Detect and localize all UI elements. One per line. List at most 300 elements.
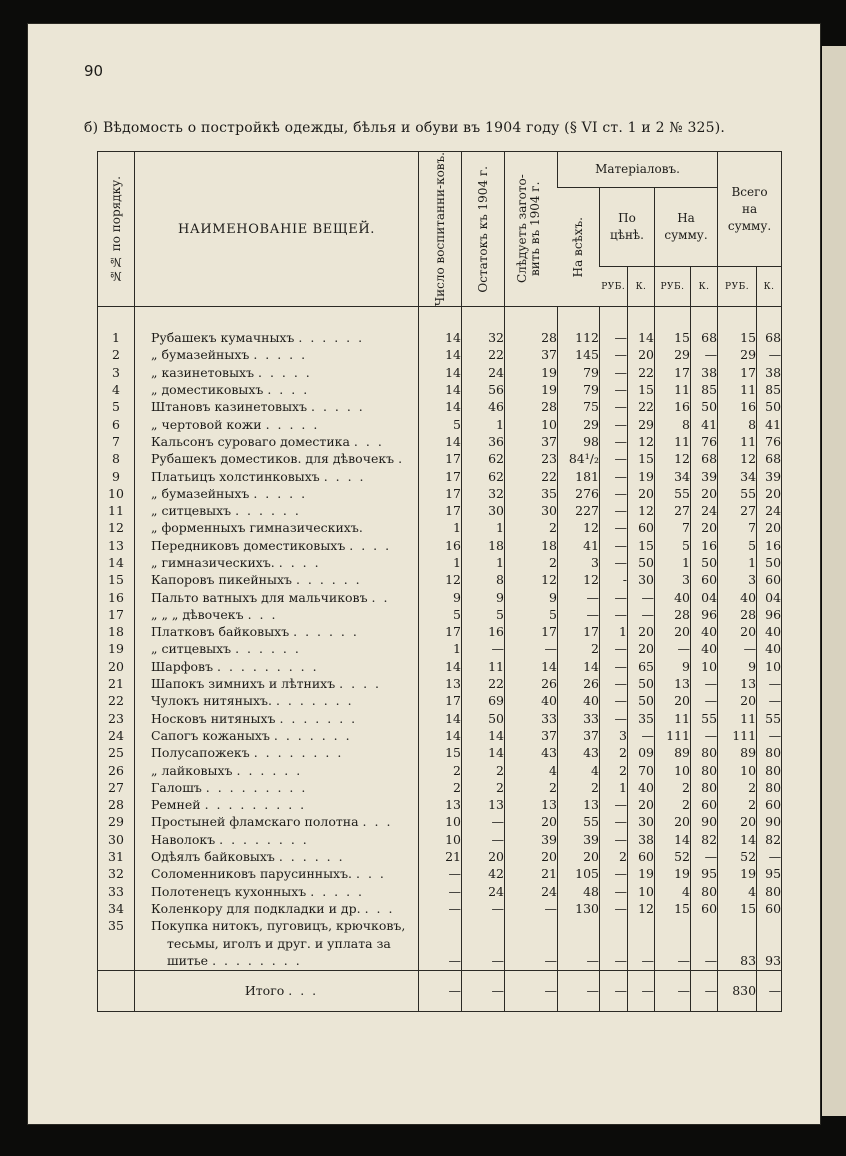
cell-c5: —	[600, 606, 628, 623]
cell-c9: 7	[718, 519, 757, 536]
cell-c1: 5	[419, 416, 462, 433]
cell-c1: —	[419, 865, 462, 882]
cell-c2: 16	[462, 623, 505, 640]
cell-c3: —	[505, 917, 558, 970]
cell-c1: 17	[419, 485, 462, 502]
cell-c2: 50	[462, 710, 505, 727]
cell-c8: 24	[691, 502, 718, 519]
cell-c2: 11	[462, 658, 505, 675]
cell-c5: —	[600, 813, 628, 830]
cell-c1: 17	[419, 623, 462, 640]
cell-c1: 1	[419, 554, 462, 571]
cell-c4: —	[558, 917, 600, 970]
cell-c10: 60	[757, 900, 782, 917]
cell-c1: 13	[419, 675, 462, 692]
cell-c3: 20	[505, 848, 558, 865]
cell-c8: 80	[691, 883, 718, 900]
cell-c7: 16	[655, 398, 691, 415]
cell-c2: 9	[462, 589, 505, 606]
item-label: „ форменныхъ гимназическихъ.	[151, 520, 363, 536]
item-label: „ бумазейныхъ	[151, 485, 250, 501]
cell-c1: 14	[419, 364, 462, 381]
table-row	[98, 900, 782, 917]
cell-c4: 55	[558, 813, 600, 830]
cell-c9: 11	[718, 433, 757, 450]
item-name	[135, 346, 419, 363]
cell-c8: 80	[691, 779, 718, 796]
cell-c2: 14	[462, 727, 505, 744]
cell-c1: 14	[419, 381, 462, 398]
total-c2: —	[462, 970, 505, 1011]
cell-c7: 14	[655, 831, 691, 848]
total-c10: —	[757, 970, 782, 1011]
cell-c8: 90	[691, 813, 718, 830]
cell-c7: 15	[655, 900, 691, 917]
table-row	[98, 554, 782, 571]
cell-c8: 16	[691, 537, 718, 554]
item-name	[135, 468, 419, 485]
cell-c8: 50	[691, 554, 718, 571]
cell-c8: —	[691, 917, 718, 970]
cell-c6: —	[628, 606, 655, 623]
cell-c2: 30	[462, 502, 505, 519]
cell-c10: 41	[757, 416, 782, 433]
item-label: „ доместиковыхъ	[151, 382, 264, 398]
cell-c3: 5	[505, 606, 558, 623]
cell-c8: 68	[691, 329, 718, 346]
table-body	[98, 307, 782, 1012]
cell-c9: 55	[718, 485, 757, 502]
cell-c7: 8	[655, 416, 691, 433]
cell-c10: 82	[757, 831, 782, 848]
cell-c10: 60	[757, 796, 782, 813]
leader-dots: . . . .	[267, 382, 310, 398]
item-label: Кальсонъ суроваго доместика	[151, 433, 350, 449]
table-row	[98, 831, 782, 848]
item-label: „ „ „ дѣвочекъ	[151, 606, 244, 622]
cell-c6: 70	[628, 762, 655, 779]
cell-c9: 89	[718, 744, 757, 761]
cell-c7: 2	[655, 796, 691, 813]
leader-dots: . . . . . . . . .	[217, 658, 319, 674]
cell-c5: —	[600, 589, 628, 606]
cell-c9: 10	[718, 762, 757, 779]
table-row	[98, 589, 782, 606]
cell-c8: —	[691, 675, 718, 692]
cell-c8: 10	[691, 658, 718, 675]
cell-c10: —	[757, 848, 782, 865]
cell-c5: —	[600, 519, 628, 536]
cell-c6: 40	[628, 779, 655, 796]
cell-c7: 1	[655, 554, 691, 571]
item-label: Наволокъ	[151, 831, 216, 847]
cell-c1: 17	[419, 692, 462, 709]
cell-c10: 93	[757, 917, 782, 970]
cell-c2: —	[462, 917, 505, 970]
leader-dots: . . . . . .	[293, 624, 359, 640]
item-label: Рубашекъ кумачныхъ	[151, 330, 295, 346]
item-label: Чулокъ нитяныхъ.	[151, 693, 272, 709]
cell-c4: 43	[558, 744, 600, 761]
cell-c1: 14	[419, 433, 462, 450]
table-row	[98, 346, 782, 363]
cell-c6: 19	[628, 865, 655, 882]
cell-c7: 28	[655, 606, 691, 623]
row-number: 6	[112, 416, 120, 432]
cell-c6: 20	[628, 485, 655, 502]
cell-c9: 20	[718, 692, 757, 709]
cell-c3: 19	[505, 364, 558, 381]
cell-c6: 50	[628, 554, 655, 571]
item-name	[135, 450, 419, 467]
cell-c9: —	[718, 640, 757, 657]
table-row	[98, 848, 782, 865]
cell-c5: —	[600, 468, 628, 485]
item-label-line3: шитье	[167, 953, 209, 969]
row-number: 3	[112, 364, 120, 380]
item-name	[135, 589, 419, 606]
cell-c5: 1	[600, 779, 628, 796]
cell-c9: 28	[718, 606, 757, 623]
cell-c4: 75	[558, 398, 600, 415]
leader-dots: . . . .	[323, 468, 366, 484]
cell-c5: —	[600, 831, 628, 848]
cell-c7: 19	[655, 865, 691, 882]
facing-page-edge	[822, 46, 846, 1116]
cell-c4: 37	[558, 727, 600, 744]
item-label: Платковъ байковыхъ	[151, 624, 290, 640]
unit-rub: РУБ.	[600, 267, 628, 307]
table-row	[98, 865, 782, 882]
leader-dots: . . . . .	[253, 485, 308, 501]
cell-c7: —	[655, 917, 691, 970]
cell-c5: —	[600, 329, 628, 346]
table-row	[98, 675, 782, 692]
item-label: Коленкору для подкладки и др.	[151, 900, 361, 916]
table-row	[98, 762, 782, 779]
leader-dots: . . . . . .	[298, 330, 365, 346]
cell-c7: 13	[655, 675, 691, 692]
item-label: Сапогъ кожаныхъ	[151, 727, 270, 743]
header-to-prepare: Слѣдуетъ загото-вить въ 1904 г.	[505, 152, 558, 307]
item-name	[135, 502, 419, 519]
leader-dots: . . . . .	[311, 399, 365, 415]
cell-c6: 09	[628, 744, 655, 761]
cell-c10: 10	[757, 658, 782, 675]
cell-c9: 11	[718, 710, 757, 727]
item-name	[135, 865, 419, 882]
row-number: 33	[108, 883, 124, 899]
cell-c9: 12	[718, 450, 757, 467]
cell-c1: —	[419, 883, 462, 900]
header-total-all: На всѣхъ.	[558, 188, 600, 307]
page-title: б) Вѣдомость о постройкѣ одежды, бѣлья и обуви въ 1904 году (§ VI ст. 1 и 2 № 325).	[84, 120, 726, 136]
cell-c7: 11	[655, 381, 691, 398]
cell-c3: 4	[505, 762, 558, 779]
cell-c8: —	[691, 727, 718, 744]
cell-c5: —	[600, 658, 628, 675]
cell-c6: 12	[628, 900, 655, 917]
leader-dots: . . . . . .	[295, 572, 362, 588]
table-row	[98, 623, 782, 640]
cell-c6: 15	[628, 381, 655, 398]
cell-c10: 39	[757, 468, 782, 485]
cell-c1: 9	[419, 589, 462, 606]
cell-c1: 13	[419, 796, 462, 813]
cell-c9: 15	[718, 900, 757, 917]
cell-c5: —	[600, 416, 628, 433]
cell-c3: 28	[505, 398, 558, 415]
cell-c1: 14	[419, 658, 462, 675]
row-number: 10	[108, 485, 124, 501]
cell-c1: 14	[419, 727, 462, 744]
cell-c6: 19	[628, 468, 655, 485]
cell-c4: 39	[558, 831, 600, 848]
leader-dots: . . . . .	[253, 347, 308, 363]
item-name	[135, 537, 419, 554]
cell-c4: 12	[558, 571, 600, 588]
item-label: Рубашекъ доместиков. для дѣвочекъ	[151, 451, 395, 467]
cell-c4: 276	[558, 485, 600, 502]
leader-dots: . . .	[353, 433, 384, 449]
cell-c3: 24	[505, 883, 558, 900]
cell-c1: —	[419, 900, 462, 917]
item-label: „ чертовой кожи	[151, 416, 262, 432]
cell-c1: 17	[419, 502, 462, 519]
cell-c3: 22	[505, 468, 558, 485]
table-row	[98, 433, 782, 450]
cell-c7: 29	[655, 346, 691, 363]
cell-c4: 14	[558, 658, 600, 675]
spacer-row	[98, 307, 782, 330]
cell-c8: 41	[691, 416, 718, 433]
row-number: 25	[108, 745, 124, 761]
cell-c2: 5	[462, 606, 505, 623]
cell-c5: —	[600, 346, 628, 363]
item-name	[135, 433, 419, 450]
cell-c6: 29	[628, 416, 655, 433]
cell-c8: 76	[691, 433, 718, 450]
cell-c1: 14	[419, 346, 462, 363]
cell-c6: 20	[628, 346, 655, 363]
cell-c10: 68	[757, 450, 782, 467]
item-label: Носковъ нитяныхъ	[151, 710, 276, 726]
cell-c9: 8	[718, 416, 757, 433]
cell-c6: 20	[628, 623, 655, 640]
row-number: 27	[108, 779, 124, 795]
header-by-price: По цѣнѣ.	[600, 188, 655, 267]
cell-c9: 11	[718, 381, 757, 398]
item-label: Шапокъ зимнихъ и лѣтнихъ	[151, 676, 336, 692]
table-row	[98, 727, 782, 744]
table-row	[98, 364, 782, 381]
cell-c2: 20	[462, 848, 505, 865]
item-label-line1: Покупка нитокъ, пуговицъ, крючковъ,	[151, 918, 406, 934]
cell-c6: 50	[628, 675, 655, 692]
cell-c3: 37	[505, 727, 558, 744]
cell-c4: 20	[558, 848, 600, 865]
cell-c5: —	[600, 710, 628, 727]
header-name: НАИМЕНОВАНІЕ ВЕЩЕЙ.	[135, 152, 419, 307]
item-label: Соломенниковъ парусинныхъ.	[151, 866, 353, 882]
table-row-multiline	[98, 917, 782, 970]
cell-c7: 111	[655, 727, 691, 744]
cell-c5: —	[600, 692, 628, 709]
cell-c6: 20	[628, 640, 655, 657]
item-name	[135, 796, 419, 813]
cell-c6: 14	[628, 329, 655, 346]
cell-c10: 40	[757, 640, 782, 657]
cell-c3: 12	[505, 571, 558, 588]
table-row	[98, 692, 782, 709]
cell-c10: 24	[757, 502, 782, 519]
total-c7: —	[655, 970, 691, 1011]
cell-c5: 2	[600, 744, 628, 761]
item-label: Простыней фламскаго полотна	[151, 814, 359, 830]
cell-c3: 17	[505, 623, 558, 640]
cell-c2: 1	[462, 554, 505, 571]
item-label: Галошъ	[151, 779, 202, 795]
cell-c6: 30	[628, 813, 655, 830]
cell-c9: 34	[718, 468, 757, 485]
cell-c9: 3	[718, 571, 757, 588]
cell-c2: 18	[462, 537, 505, 554]
cell-c7: 55	[655, 485, 691, 502]
cell-c4: 181	[558, 468, 600, 485]
row-number: 13	[108, 537, 124, 553]
cell-c4: —	[558, 606, 600, 623]
cell-c9: 19	[718, 865, 757, 882]
cell-c8: 85	[691, 381, 718, 398]
cell-c5: 1	[600, 623, 628, 640]
cell-c1: —	[419, 917, 462, 970]
cell-c8: 60	[691, 571, 718, 588]
table-row	[98, 416, 782, 433]
cell-c3: 37	[505, 433, 558, 450]
cell-c5: —	[600, 675, 628, 692]
row-number: 14	[108, 554, 124, 570]
cell-c8: 20	[691, 485, 718, 502]
cell-c2: 69	[462, 692, 505, 709]
cell-c3: 2	[505, 779, 558, 796]
cell-c9: 20	[718, 623, 757, 640]
cell-c3: 28	[505, 329, 558, 346]
cell-c9: 40	[718, 589, 757, 606]
cell-c4: 12	[558, 519, 600, 536]
cell-c1: 17	[419, 468, 462, 485]
item-label: „ казинетовыхъ	[151, 364, 255, 380]
leader-dots: . . . . .	[310, 883, 365, 899]
cell-c8: 50	[691, 398, 718, 415]
cell-c10: 80	[757, 883, 782, 900]
cell-c3: 14	[505, 658, 558, 675]
cell-c7: 52	[655, 848, 691, 865]
leader-dots: . . . .	[349, 537, 392, 553]
leader-dots: . . .	[364, 900, 395, 916]
cell-c4: 130	[558, 900, 600, 917]
row-number: 4	[112, 382, 120, 398]
leader-dots: . . . . .	[265, 416, 320, 432]
cell-c8: 68	[691, 450, 718, 467]
cell-c1: 12	[419, 571, 462, 588]
cell-c10: 50	[757, 398, 782, 415]
table-row	[98, 519, 782, 536]
cell-c8: —	[691, 346, 718, 363]
row-number: 18	[108, 624, 124, 640]
cell-c6: 15	[628, 537, 655, 554]
cell-c4: 84¹/₂	[558, 450, 600, 467]
cell-c2: 1	[462, 416, 505, 433]
cell-c4: 3	[558, 554, 600, 571]
cell-c6: —	[628, 727, 655, 744]
cell-c3: 23	[505, 450, 558, 467]
cell-c8: 80	[691, 744, 718, 761]
item-name	[135, 381, 419, 398]
cell-c6: 22	[628, 398, 655, 415]
cell-c9: 83	[718, 917, 757, 970]
cell-c5: -	[600, 571, 628, 588]
cell-c5: —	[600, 502, 628, 519]
leader-dots: . . . . . .	[235, 503, 301, 519]
item-label: Шарфовъ	[151, 658, 214, 674]
cell-c7: 7	[655, 519, 691, 536]
cell-c9: 4	[718, 883, 757, 900]
cell-c7: 40	[655, 589, 691, 606]
cell-c10: 80	[757, 744, 782, 761]
cell-c2: 24	[462, 883, 505, 900]
cell-c3: 21	[505, 865, 558, 882]
cell-c7: —	[655, 640, 691, 657]
cell-c4: 112	[558, 329, 600, 346]
row-number: 29	[108, 814, 124, 830]
row-number: 21	[108, 676, 124, 692]
row-number: 2	[112, 347, 120, 363]
cell-c2: 32	[462, 485, 505, 502]
cell-c1: 10	[419, 813, 462, 830]
cell-c6: 60	[628, 848, 655, 865]
leader-dots: . . . . . . . . .	[205, 779, 308, 795]
item-name	[135, 831, 419, 848]
cell-c10: 50	[757, 554, 782, 571]
cell-c7: 4	[655, 883, 691, 900]
row-number: 9	[112, 468, 120, 484]
cell-c8: —	[691, 848, 718, 865]
cell-c3: 10	[505, 416, 558, 433]
cell-c4: 40	[558, 692, 600, 709]
table-row	[98, 796, 782, 813]
leader-dots: . . . . .	[258, 364, 312, 380]
item-label: Одѣялъ байковыхъ	[151, 849, 275, 865]
total-label: Итого . . .	[135, 970, 419, 1011]
cell-c8: 20	[691, 519, 718, 536]
cell-c8: 38	[691, 364, 718, 381]
cell-c2: 46	[462, 398, 505, 415]
leader-dots: . . . . . .	[278, 849, 345, 865]
item-name	[135, 779, 419, 796]
cell-c8: 55	[691, 710, 718, 727]
item-name	[135, 571, 419, 588]
cell-c2: 24	[462, 364, 505, 381]
table-row	[98, 744, 782, 761]
row-number: 11	[108, 503, 124, 519]
cell-c3: 43	[505, 744, 558, 761]
cell-c4: 145	[558, 346, 600, 363]
cell-c2: 36	[462, 433, 505, 450]
cell-c4: 4	[558, 762, 600, 779]
leader-dots: . . . . . . .	[279, 710, 358, 726]
cell-c2: —	[462, 831, 505, 848]
cell-c10: 80	[757, 779, 782, 796]
